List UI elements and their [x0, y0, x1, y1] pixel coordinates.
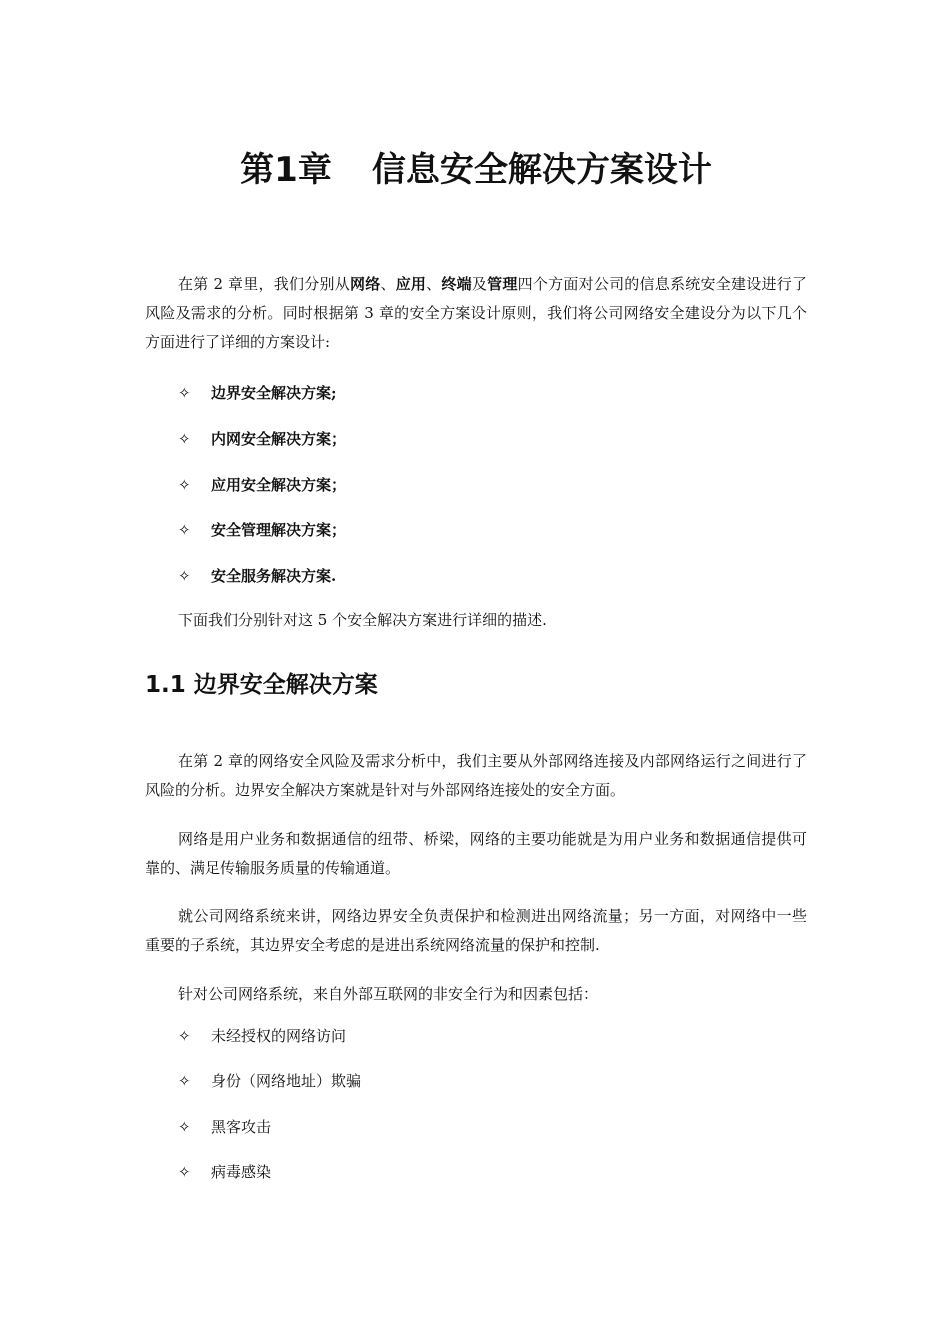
bullet-diamond-icon: ✧ — [178, 1072, 191, 1090]
chapter-name: 信息安全解决方案设计 — [371, 150, 712, 190]
intro-text-end: 四个方面对公司的信息系统安全建设进行了风险及需求的分析。同时根据第 3 章的安全方案设计原则，我们将公司网络安全建设分为以下几个方面进行了详细的方案设计: — [145, 275, 807, 351]
keyword-management: 管理 — [487, 275, 518, 293]
list-item-text: 未经授权的网络访问 — [211, 1027, 347, 1045]
separator: 及 — [471, 275, 488, 293]
list-item-text: 身份（网络地址）欺骗 — [211, 1072, 362, 1090]
list-item — [178, 382, 337, 404]
bullet-diamond-icon: ✧ — [178, 1027, 191, 1045]
body-paragraph: 针对公司网络系统，来自外部互联网的非安全行为和因素包括： — [178, 985, 599, 1003]
list-item — [178, 565, 336, 587]
bullet-diamond-icon: ✧ — [178, 384, 191, 402]
list-item — [178, 1070, 361, 1092]
bullet-diamond-icon: ✧ — [178, 476, 191, 494]
keyword-terminal: 终端 — [441, 275, 472, 293]
bullet-diamond-icon: ✧ — [178, 567, 191, 585]
list-item — [178, 519, 346, 541]
keyword-application: 应用 — [395, 275, 427, 293]
bullet-diamond-icon: ✧ — [178, 430, 191, 448]
list-item — [178, 1116, 271, 1138]
section-heading: 1.1 边界安全解决方案 — [145, 672, 378, 698]
intro-paragraph — [145, 270, 807, 357]
intro-text-start: 在第 2 章里，我们分别从 — [178, 275, 350, 293]
separator: 、 — [426, 275, 442, 293]
list-item-text: 应用安全解决方案； — [211, 476, 347, 494]
list-item — [178, 428, 346, 450]
bullet-diamond-icon: ✧ — [178, 1163, 191, 1181]
list-item-text: 边界安全解决方案; — [211, 384, 337, 402]
list-item-text: 安全服务解决方案. — [211, 567, 337, 585]
list-item — [178, 1161, 271, 1183]
list-item-text: 内网安全解决方案； — [211, 430, 347, 448]
chapter-title — [145, 145, 807, 195]
body-paragraph: 网络是用户业务和数据通信的纽带、桥梁，网络的主要功能就是为用户业务和数据通信提供可靠的、满足传输服务质量的传输通道。 — [145, 830, 807, 877]
summary-paragraph: 下面我们分别针对这 5 个安全解决方案进行详细的描述. — [178, 611, 547, 629]
list-item-text: 黑客攻击 — [211, 1118, 272, 1136]
list-item — [178, 1025, 346, 1047]
chapter-number: 第1章 — [240, 150, 332, 190]
separator: 、 — [380, 275, 396, 293]
bullet-diamond-icon: ✧ — [178, 1118, 191, 1136]
list-item — [178, 474, 346, 496]
bullet-diamond-icon: ✧ — [178, 521, 191, 539]
body-paragraph: 就公司网络系统来讲，网络边界安全负责保护和检测进出网络流量；另一方面，对网络中一些重要的子系统，其边界安全考虑的是进出系统网络流量的保护和控制. — [145, 907, 807, 954]
keyword-network: 网络 — [349, 275, 381, 293]
list-item-text: 病毒感染 — [211, 1163, 272, 1181]
body-paragraph: 在第 2 章的网络安全风险及需求分析中，我们主要从外部网络连接及内部网络运行之间进行了风险的分析。边界安全解决方案就是针对与外部网络连接处的安全方面。 — [145, 752, 807, 799]
list-item-text: 安全管理解决方案； — [211, 521, 347, 539]
